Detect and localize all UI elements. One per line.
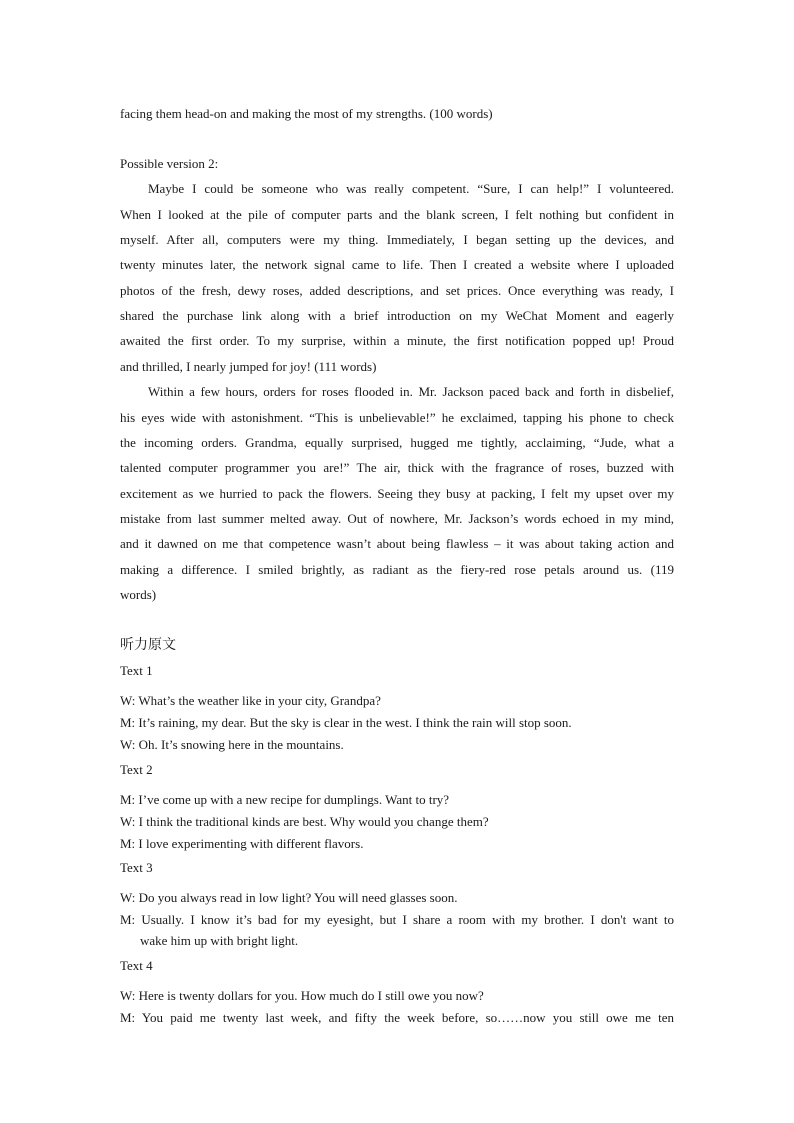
paragraph1-line: and thrilled, I nearly jumped for joy! (111 words)	[120, 359, 377, 374]
intro-tail-line: facing them head-on and making the most of my strengths. (100 words)	[120, 106, 493, 121]
dialogue-line: W: I think the traditional kinds are best. Why would you change them?	[120, 814, 489, 829]
dialogue-line: wake him up with bright light.	[140, 933, 299, 948]
paragraph2-line: the incoming orders. Grandma, equally surprised, hugged me tightly, acclaiming, “Jude, what a	[120, 435, 674, 450]
text-title: Text 2	[120, 762, 153, 777]
dialogue-line: W: Do you always read in low light? You will need glasses soon.	[120, 890, 458, 905]
paragraph2-line: excitement as we hurried to pack the flowers. Seeing they busy at packing, I felt my upset over my	[120, 486, 674, 501]
dialogue-line: W: Here is twenty dollars for you. How much do I still owe you now?	[120, 988, 484, 1003]
paragraph1-line: photos of the fresh, dewy roses, added descriptions, and set prices. Once everything was ready, I	[120, 283, 674, 298]
paragraph2-line: mistake from last summer melted away. Out of nowhere, Mr. Jackson’s words echoed in my mind,	[120, 511, 674, 526]
version2-heading: Possible version 2:	[120, 156, 219, 171]
dialogue-line: M: I’ve come up with a new recipe for dumplings. Want to try?	[120, 792, 450, 807]
dialogue-line: M: I love experimenting with different flavors.	[120, 836, 364, 851]
dialogue-line: M: It’s raining, my dear. But the sky is clear in the west. I think the rain will stop soon.	[120, 715, 572, 730]
text-title: Text 4	[120, 958, 153, 973]
dialogue-line: W: Oh. It’s snowing here in the mountains.	[120, 737, 344, 752]
paragraph1-line: When I looked at the pile of computer parts and the blank screen, I felt nothing but confident in	[120, 207, 674, 222]
paragraph2-line: words)	[120, 587, 157, 602]
paragraph1-line: shared the purchase link along with a brief introduction on my WeChat Moment and eagerly	[120, 308, 674, 323]
text-title: Text 3	[120, 860, 153, 875]
text-title: Text 1	[120, 663, 153, 678]
paragraph2-line: and it dawned on me that competence wasn’t about being flawless – it was about taking action and	[120, 536, 674, 551]
dialogue-line: W: What’s the weather like in your city, Grandpa?	[120, 693, 381, 708]
paragraph2-line: talented computer programmer you are!” The air, thick with the fragrance of roses, buzzed with	[120, 460, 674, 475]
paragraph2-line: his eyes wide with astonishment. “This is unbelievable!” he exclaimed, tapping his phone to check	[120, 410, 674, 425]
dialogue-line: M: Usually. I know it’s bad for my eyesight, but I share a room with my brother. I don't want to	[120, 912, 674, 927]
paragraph1-line: myself. After all, computers were my thing. Immediately, I began setting up the devices, and	[120, 232, 674, 247]
paragraph1-line: twenty minutes later, the network signal came to life. Then I created a website where I uploaded	[120, 257, 674, 272]
listening-heading: 听力原文	[120, 637, 176, 653]
paragraph2-line: Within a few hours, orders for roses flooded in. Mr. Jackson paced back and forth in disbelief,	[148, 384, 674, 399]
paragraph2-line: making a difference. I smiled brightly, as radiant as the fiery-red rose petals around us. (119	[120, 562, 674, 577]
paragraph1-line: awaited the first order. To my surprise, within a minute, the first notification popped up! Proud	[120, 333, 674, 348]
paragraph1-line: Maybe I could be someone who was really competent. “Sure, I can help!” I volunteered.	[148, 181, 674, 196]
dialogue-line: M: You paid me twenty last week, and fifty the week before, so……now you still owe me ten	[120, 1010, 674, 1025]
